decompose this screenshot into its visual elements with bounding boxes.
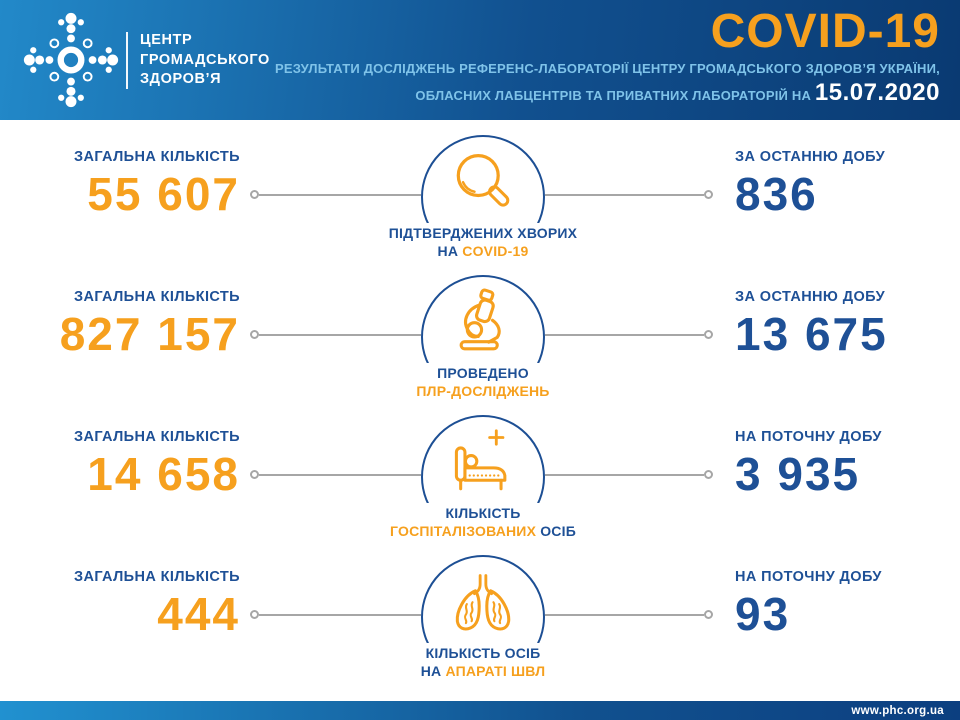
stat-row-hospitalized bbox=[0, 407, 960, 547]
total-block bbox=[0, 289, 240, 360]
total-label: ЗАГАЛЬНА КІЛЬКІСТЬ bbox=[73, 569, 240, 585]
caption-line2: НА АПАРАТІ ШВЛ bbox=[420, 663, 546, 679]
hospital-bed-icon bbox=[445, 428, 521, 504]
total-block bbox=[0, 149, 240, 220]
connector-ring bbox=[250, 190, 259, 199]
total-label: ЗАГАЛЬНА КІЛЬКІСТЬ bbox=[73, 429, 240, 445]
daily-block bbox=[735, 429, 960, 500]
connector-ring bbox=[250, 330, 259, 339]
caption-line1: КІЛЬКІСТЬ bbox=[445, 505, 521, 521]
caption-line2: НА COVID-19 bbox=[437, 243, 529, 259]
connector-ring bbox=[250, 470, 259, 479]
connector-right bbox=[545, 610, 713, 619]
icon-caption bbox=[333, 643, 633, 682]
icon-caption bbox=[333, 363, 633, 402]
page-title: COVID-19 bbox=[710, 5, 940, 58]
connector-line bbox=[545, 334, 704, 336]
total-value: 55 607 bbox=[87, 168, 240, 220]
connector-line bbox=[259, 614, 421, 616]
connector-line bbox=[259, 474, 421, 476]
lungs-icon bbox=[445, 568, 521, 644]
org-name-line2: ГРОМАДСЬКОГО bbox=[140, 51, 270, 68]
caption-line2: ПЛР-ДОСЛІДЖЕНЬ bbox=[416, 383, 550, 399]
stat-row-confirmed-cases bbox=[0, 127, 960, 267]
daily-block bbox=[735, 149, 960, 220]
connector-left bbox=[250, 610, 421, 619]
total-block bbox=[0, 569, 240, 640]
connector-line bbox=[259, 194, 421, 196]
connector-line bbox=[545, 614, 704, 616]
connector-ring bbox=[704, 470, 713, 479]
caption-line2: ГОСПІТАЛІЗОВАНИХ ОСІБ bbox=[390, 523, 576, 539]
org-name bbox=[140, 31, 270, 90]
connector-right bbox=[545, 330, 713, 339]
daily-value: 3 935 bbox=[735, 448, 861, 500]
daily-label: ЗА ОСТАННЮ ДОБУ bbox=[735, 149, 886, 165]
daily-value: 93 bbox=[735, 588, 791, 640]
header-right bbox=[275, 6, 940, 108]
connector-left bbox=[250, 330, 421, 339]
org-name-line1: ЦЕНТР bbox=[140, 32, 193, 48]
total-value: 14 658 bbox=[87, 448, 240, 500]
stat-row-ventilated bbox=[0, 547, 960, 687]
total-block bbox=[0, 429, 240, 500]
total-label: ЗАГАЛЬНА КІЛЬКІСТЬ bbox=[73, 149, 240, 165]
connector-ring bbox=[704, 190, 713, 199]
connector-left bbox=[250, 190, 421, 199]
connector-ring bbox=[704, 330, 713, 339]
subtitle-line2-text: ОБЛАСНИХ ЛАБЦЕНТРІВ ТА ПРИВАТНИХ ЛАБОРАТОРІЙ НА bbox=[415, 88, 812, 103]
connector-line bbox=[545, 474, 704, 476]
phc-logo-icon bbox=[22, 11, 120, 109]
total-label: ЗАГАЛЬНА КІЛЬКІСТЬ bbox=[73, 289, 240, 305]
daily-label: НА ПОТОЧНУ ДОБУ bbox=[735, 569, 882, 585]
report-date: 15.07.2020 bbox=[814, 79, 940, 106]
caption-line1: ПІДТВЕРДЖЕНИХ ХВОРИХ bbox=[388, 225, 578, 241]
subtitle-line2 bbox=[275, 81, 940, 108]
icon-caption bbox=[333, 503, 633, 542]
org-name-line3: ЗДОРОВ’Я bbox=[140, 71, 222, 87]
icon-caption bbox=[333, 223, 633, 262]
daily-value: 836 bbox=[735, 168, 818, 220]
daily-label: ЗА ОСТАННЮ ДОБУ bbox=[735, 289, 886, 305]
daily-value: 13 675 bbox=[735, 308, 888, 360]
daily-block bbox=[735, 289, 960, 360]
total-value: 444 bbox=[157, 588, 240, 640]
connector-right bbox=[545, 190, 713, 199]
stat-row-pcr-tests bbox=[0, 267, 960, 407]
connector-right bbox=[545, 470, 713, 479]
magnifier-icon bbox=[445, 148, 521, 224]
connector-ring bbox=[704, 610, 713, 619]
daily-label: НА ПОТОЧНУ ДОБУ bbox=[735, 429, 882, 445]
website-link[interactable]: www.phc.org.ua bbox=[851, 704, 944, 717]
footer bbox=[0, 701, 960, 720]
logo-divider bbox=[126, 32, 128, 89]
subtitle-line1: РЕЗУЛЬТАТИ ДОСЛІДЖЕНЬ РЕФЕРЕНС-ЛАБОРАТОРІЇ ЦЕНТРУ ГРОМАДСЬКОГО ЗДОРОВ’Я УКРАЇНИ, bbox=[275, 61, 940, 76]
total-value: 827 157 bbox=[59, 308, 240, 360]
caption-line1: КІЛЬКІСТЬ ОСІБ bbox=[425, 645, 541, 661]
connector-line bbox=[259, 334, 421, 336]
daily-block bbox=[735, 569, 960, 640]
microscope-icon bbox=[445, 288, 521, 364]
header bbox=[0, 0, 960, 120]
connector-line bbox=[545, 194, 704, 196]
connector-left bbox=[250, 470, 421, 479]
connector-ring bbox=[250, 610, 259, 619]
caption-line1: ПРОВЕДЕНО bbox=[437, 365, 529, 381]
